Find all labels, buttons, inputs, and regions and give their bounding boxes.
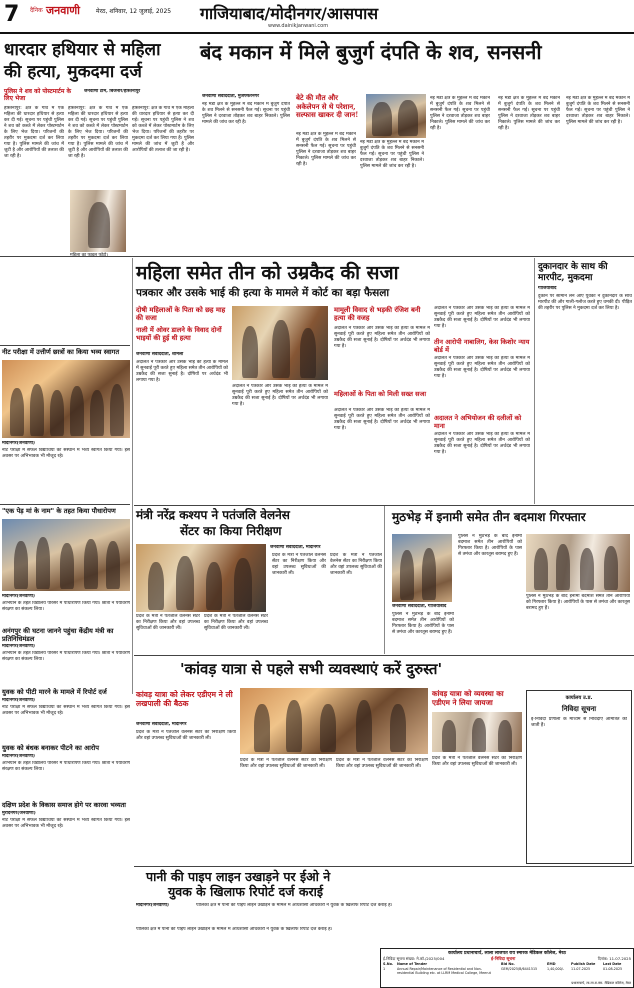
tender-date: दिनांक: 11.07.2025 [597,956,631,961]
tender-col-bid: Bid No. [501,962,515,966]
encounter-byline: जनवाणी संवाददाता, गाजियाबाद [392,604,447,609]
left-column-rule [132,258,133,694]
water-body-2: पालिका क्षेत्र में पानी की पाइप लाइन उखाड़ने के मामले में अधिशासी अधिकारी ने युवक के खिलाफ रिपोर्ट दर्ज कराई है। [136,927,333,932]
elderly-couple-photo [366,94,426,138]
notice-box [526,690,632,864]
tender-ref: ई-निविदा सूचना संख्या: मे.कॉ./2025/004 [383,956,445,961]
youth-body: नीट परीक्षा में सफल विद्यार्थियों का संस्थान में भव्य स्वागत किया गया। इस अवसर पर अभिभावक भी मौजूद रहे। [2,705,130,716]
lead-body: अदालत ने पत्रकार और उसके भाई की हत्या के मामले में सुनवाई पूरी करते हुए महिला समेत तीन आरोपियों को उम्रकैद की सजा सुनाई है। दोषियों पर अर्थदंड भी लगाया गया है। [136,360,228,383]
section-title: गाजियाबाद/मोदीनगर/आसपास [200,4,379,23]
kanwar-body: प्रदेश के मंत्री ने पतंजलि वेलनेस सेंटर का निरीक्षण किया और वहां उपलब्ध सुविधाओं की जानकारी ली। [136,730,236,741]
lead-right-body-5: अदालत ने पत्रकार और उसके भाई की हत्या के मामले में सुनवाई पूरी करते हुए महिला समेत तीन आरोपियों को उम्रकैद की सजा सुनाई है। दोषियों पर अर्थदंड भी लगाया गया है। [434,432,530,455]
encounter-photo-1 [392,534,452,602]
notice-line-2: निविदा सूचना [561,705,597,713]
right-column-body: दुकान पर सामान लेने आए युवकों ने दुकानदार के साथ मारपीट की और गाली-गलौज करते हुए धमकी दी। पीड़ित की तहरीर पर पुलिस ने मुकदमा दर्ज कर लिया है। [538,294,632,311]
top-main-body-col3: नई मंडी क्षेत्र के मुहल्ले में बंद मकान में बुजुर्ग दंपति के शव मिलने से सनसनी फैल गई। सूचना पर पहुंची पुलिस ने दरवाजा तोड़कर शव बाहर निकाले। पुलिस मामले की जांच कर रही है। [360,140,424,169]
lead-right-sub-b: तीन आरोपी नाबालिग, केस किशोर न्याय बोर्ड में [434,338,530,354]
minister-headline-1: मंत्री नरेंद्र कश्यप ने पतंजलि वेलनेस [136,508,290,522]
encounter-body-col2: पुलिस ने मुठभेड़ के बाद इनामी बदमाश समेत तीन आरोपियों को गिरफ्तार किया है। आरोपियों के पास से तमंचा और कारतूस बरामद हुए हैं। [458,534,522,557]
top-main-body-col4: नई मंडी क्षेत्र के मुहल्ले में बंद मकान में बुजुर्ग दंपति के शव मिलने से सनसनी फैल गई। सूचना पर पहुंची पुलिस ने दरवाजा तोड़कर शव बाहर निकाले। पुलिस मामले की जांच कर रही है। [430,96,490,131]
lead-right-body-3: अदालत ने पत्रकार और उसके भाई की हत्या के मामले में सुनवाई पूरी करते हुए महिला समेत तीन आरोपियों को उम्रकैद की सजा सुनाई है। दोषियों पर अर्थदंड भी लगाया गया है। [434,306,530,329]
minister-byline: जनवाणी संवाददाता, मोदीनगर [270,545,321,550]
notice-line-1: कार्यालय उ.प्र. [565,695,593,701]
encounter-body-col3: पुलिस ने मुठभेड़ के बाद इनामी बदमाश समेत तीन आरोपियों को गिरफ्तार किया है। आरोपियों के पास से तमंचा और कारतूस बरामद हुए हैं। [526,594,630,611]
encounter-rule [384,506,385,654]
tender-col-publish: Publish Date [571,962,596,966]
divider-tree [0,504,130,505]
page-number: 7 [4,2,20,27]
divider-top [0,256,634,257]
water-headline-1: पानी की पाइप लाइन उखाड़ने पर ईओ ने [146,869,331,884]
kanwar-sub-right: कांवड़ यात्रा को व्यवस्था का एडीएम ने लिया जायजा [432,689,504,707]
kanwar-byline: जनवाणी संवाददाता, मोदीनगर [136,722,187,727]
lead-right-sub-a: महिलाओं के पिता को मिली सख्त सजा [334,390,427,398]
tender-cell-bid: GEM/2025/B/6441515 [501,967,538,971]
neet-byline: मोदीनगर(जनवाणी) [2,441,35,446]
left-top-subhead: पुलिस ने शव को पोस्टमार्टम के लिए भेजा [4,88,72,102]
divider-neet [0,345,130,346]
minister-headline-2: सेंटर का किया निरीक्षण [180,524,282,538]
top-main-body-col2: नई मंडी क्षेत्र के मुहल्ले में बंद मकान में बुजुर्ग दंपति के शव मिलने से सनसनी फैल गई। सूचना पर पहुंची पुलिस ने दरवाजा तोड़कर शव बाहर निकाले। पुलिस मामले की जांच कर रही है। [296,132,356,167]
lead-body-col2: अदालत ने पत्रकार और उसके भाई की हत्या के मामले में सुनवाई पूरी करते हुए महिला समेत तीन आरोपियों को उम्रकैद की सजा सुनाई है। दोषियों पर अर्थदंड भी लगाया गया है। [232,384,328,407]
top-inset-headline: बेटे की मौत और अकेलेपन से थे परेशान, सल्फास खाकर दी जान! [296,93,359,119]
right-column-rule [534,258,535,504]
minister-body-col2: प्रदेश के मंत्री ने पतंजलि वेलनेस सेंटर का निरीक्षण किया और वहां उपलब्ध सुविधाओं की जानकारी ली। [204,614,268,631]
encounter-photo-2 [526,534,630,592]
minister-photo [136,544,266,612]
tree-byline: मोदीनगर(जनवाणी) [2,594,35,599]
dakshin-body: नीट परीक्षा में सफल विद्यार्थियों का संस्थान में भव्य स्वागत किया गया। इस अवसर पर अभिभावक भी मौजूद रहे। [2,818,130,829]
lead-right-body-4: अदालत ने पत्रकार और उसके भाई की हत्या के मामले में सुनवाई पूरी करते हुए महिला समेत तीन आरोपियों को उम्रकैद की सजा सुनाई है। दोषियों पर अर्थदंड भी लगाया गया है। [434,356,530,379]
kanwar-body-col3: प्रदेश के मंत्री ने पतंजलि वेलनेस सेंटर का निरीक्षण किया और वहां उपलब्ध सुविधाओं की जानकारी ली। [336,758,428,769]
water-byline: मोदीनगर(जनवाणी) [136,903,169,908]
water-body: पालिका क्षेत्र में पानी की पाइप लाइन उखाड़ने के मामले में अधिशासी अधिकारी ने युवक के खिलाफ रिपोर्ट दर्ज कराई है। [196,903,393,908]
lead-headline: महिला समेत तीन को उम्रकैद की सजा [136,262,399,284]
top-main-headline: बंद मकान में मिले बुजुर्ग दंपति के शव, सनसनी [200,40,542,64]
tender-header: कार्यालय प्रधानाचार्य, लाला लाजपत राय स्मारक मेडिकल कॉलेज, मेरठ [448,951,566,956]
tender-cell-publish: 11-07-2025 [571,967,591,971]
lead-photo [232,306,328,380]
tender-cell-name: Annual Repair/Maintenance of Residential and Non-residential Building etc. at LLRM Medical College, Meerut [397,967,491,975]
neet-body: नीट परीक्षा में सफल विद्यार्थियों का संस्थान में भव्य स्वागत किया गया। इस अवसर पर अभिभावक भी मौजूद रहे। [2,448,130,459]
top-main-body-col6: नई मंडी क्षेत्र के मुहल्ले में बंद मकान में बुजुर्ग दंपति के शव मिलने से सनसनी फैल गई। सूचना पर पहुंची पुलिस ने दरवाजा तोड़कर शव बाहर निकाले। पुलिस मामले की जांच कर रही है। [566,96,630,125]
kanwar-photo-2 [432,712,522,752]
tree-headline: "एक पेड़ मां के नाम" के तहत किया पौधारोपण [2,507,116,515]
divider-kanwar [134,655,634,656]
lead-right-body: अदालत ने पत्रकार और उसके भाई की हत्या के मामले में सुनवाई पूरी करते हुए महिला समेत तीन आरोपियों को उम्रकैद की सजा सुनाई है। दोषियों पर अर्थदंड भी लगाया गया है। [334,326,430,349]
tender-cell-emd: 1,40,000/- [547,967,564,971]
lead-right-body-2: अदालत ने पत्रकार और उसके भाई की हत्या के मामले में सुनवाई पूरी करते हुए महिला समेत तीन आरोपियों को उम्रकैद की सजा सुनाई है। दोषियों पर अर्थदंड भी लगाया गया है। [334,408,430,431]
tender-notice [380,948,634,988]
minister-body-col3: प्रदेश के मंत्री ने पतंजलि वेलनेस सेंटर का निरीक्षण किया और वहां उपलब्ध सुविधाओं की जानकारी ली। [272,553,326,576]
top-main-byline: जनवाणी संवाददाता, मुजफ्फरनगर [202,94,260,99]
anganwadi-body: अभियान के तहत विद्यालय परिसर में पौधारोपण किया गया। छात्रों ने पर्यावरण संरक्षण का संकल्प लिया। [2,651,130,662]
kanwar-sub-left: कांवड़ यात्रा को लेकर एडीएम ने ली लखपाली की बैठक [136,690,233,708]
left-top-headline-1: धारदार हथियार से महिला [4,40,161,60]
anganwadi-byline: मोदीनगर(जनवाणी) [2,644,35,649]
dakshin-byline: मुरादनगर(जनवाणी) [2,811,36,816]
top-main-body: नई मंडी क्षेत्र के मुहल्ले में बंद मकान में बुजुर्ग दंपति के शव मिलने से सनसनी फैल गई। सूचना पर पहुंची पुलिस ने दरवाजा तोड़कर शव बाहर निकाले। पुलिस मामले की जांच कर रही है। [202,102,290,125]
anganwadi-headline: अनंगपुर की घटना जानने पहुंचा केंद्रीय मंत्री का प्रतिनिधिमंडल [2,627,114,643]
neet-headline: नीट परीक्षा में उत्तीर्ण छात्रों का किया भव्य स्वागत [2,348,120,356]
right-column-headline: दुकानदार के साथ की मारपीट, मुकदमा [538,262,608,283]
lead-right-headline: मामूली विवाद से भड़की रंजिश बनी हत्या की वजह [334,306,421,323]
youth-headline: युवक को पीटी मारने के मामले में रिपोर्ट दर्ज [2,688,107,696]
water-headline-2: युवक के खिलाफ रिपोर्ट दर्ज कराई [168,884,323,899]
victim-photo [70,190,126,252]
lead-side-headline: दोषी महिलाओं के पिता को छह माह की सजा [136,306,226,323]
minister-body-col4: प्रदेश के मंत्री ने पतंजलि वेलनेस सेंटर का निरीक्षण किया और वहां उपलब्ध सुविधाओं की जानकारी ली। [330,553,382,576]
tender-cell-last: 01-08-2025 [603,967,623,971]
left-top-headline-2: की हत्या, मुकदमा दर्ज [4,62,142,82]
left-top-body: हस्तिनापुर: क्षेत्र के गांव में एक महिला की धारदार हथियार से हत्या कर दी गई। सूचना पर पहुंची पुलिस ने शव को कब्जे में लेकर पोस्टमार्टम के लिए भेज दिया। परिजनों की तहरीर पर मुकदमा दर्ज कर लिया गया है। पुलिस मामले की जांच में जुटी है और आरोपियों की तलाश की जा रही है। [4,106,64,159]
dateline: मेरठ, शनिवार, 12 जुलाई, 2025 [96,8,172,15]
kanwar-photo [240,688,428,754]
lead-subhead: पत्रकार और उसके भाई की हत्या के मामले में कोर्ट का बड़ा फैसला [136,287,390,299]
notice-body: ई-निविदा प्रणाली के माध्यम से निविदाएं आमंत्रित की जाती हैं। [531,717,627,728]
lead-right-sub-c: अदालत ने अभियोजन की दलीलों को माना [434,414,522,430]
youth-byline: मोदीनगर(जनवाणी) [2,698,35,703]
masthead [0,0,634,38]
left-top-body-col2: हस्तिनापुर: क्षेत्र के गांव में एक महिला की धारदार हथियार से हत्या कर दी गई। सूचना पर पहुंची पुलिस ने शव को कब्जे में लेकर पोस्टमार्टम के लिए भेज दिया। परिजनों की तहरीर पर मुकदमा दर्ज कर लिया गया है। पुलिस मामले की जांच में जुटी है और आरोपियों की तलाश की जा रही है। [68,106,128,159]
tender-footer: प्रधानाचार्य, ला.ला.रा.स्मा. मेडिकल कॉलेज, मेरठ [571,981,631,985]
tender-table [383,962,631,986]
tender-col-emd: EMD [547,962,556,966]
divider-water [134,866,634,867]
tender-cell-sno: 1 [383,967,386,971]
tree-photo [2,519,130,591]
paper-name: जनवाणी [46,4,81,17]
minister-body: प्रदेश के मंत्री ने पतंजलि वेलनेस सेंटर का निरीक्षण किया और वहां उपलब्ध सुविधाओं की जानकारी ली। [136,614,200,631]
masthead-rule [0,32,634,34]
tender-title: ई-निविदा सूचना [491,956,516,961]
left-top-body-col3: हस्तिनापुर: क्षेत्र के गांव में एक महिला की धारदार हथियार से हत्या कर दी गई। सूचना पर पहुंची पुलिस ने शव को कब्जे में लेकर पोस्टमार्टम के लिए भेज दिया। परिजनों की तहरीर पर मुकदमा दर्ज कर लिया गया है। पुलिस मामले की जांच में जुटी है और आरोपियों की तलाश की जा रही है। [132,106,194,153]
encounter-headline: मुठभेड़ में इनामी समेत तीन बदमाश गिरफ्तार [392,510,586,524]
website: www.dainikjanwani.com [268,23,329,29]
kanwar-headline: 'कांवड़ यात्रा से पहले सभी व्यवस्थाएं करें दुरुस्त' [180,660,443,678]
top-main-body-col5: नई मंडी क्षेत्र के मुहल्ले में बंद मकान में बुजुर्ग दंपति के शव मिलने से सनसनी फैल गई। सूचना पर पहुंची पुलिस ने दरवाजा तोड़कर शव बाहर निकाले। पुलिस मामले की जांच कर रही है। [498,96,560,131]
fake-pass-body: अभियान के तहत विद्यालय परिसर में पौधारोपण किया गया। छात्रों ने पर्यावरण संरक्षण का संकल्प लिया। [2,761,130,772]
paper-prefix: दैनिक [30,7,43,14]
fake-pass-byline: मोदीनगर(जनवाणी) [2,754,35,759]
kanwar-body-col2: प्रदेश के मंत्री ने पतंजलि वेलनेस सेंटर का निरीक्षण किया और वहां उपलब्ध सुविधाओं की जानकारी ली। [240,758,332,769]
tree-body: अभियान के तहत विद्यालय परिसर में पौधारोपण किया गया। छात्रों ने पर्यावरण संरक्षण का संकल्प लिया। [2,601,130,612]
lead-side-kicker: नाली में ओवर डालने के विवाद दोनों भाइयों की हुई थी हत्या [136,326,222,342]
left-top-byline: जनवाणी टीम, बिजनौर/हस्तिनापुर [84,89,141,94]
encounter-body: पुलिस ने मुठभेड़ के बाद इनामी बदमाश समेत तीन आरोपियों को गिरफ्तार किया है। आरोपियों के पास से तमंचा और कारतूस बरामद हुए हैं। [392,612,454,635]
tender-col-name: Name of Tender [397,962,428,966]
kanwar-body-col4: प्रदेश के मंत्री ने पतंजलि वेलनेस सेंटर का निरीक्षण किया और वहां उपलब्ध सुविधाओं की जानकारी ली। [432,756,522,767]
fake-pass-headline: युवक को बंधक बनाकर पीटने का आरोप [2,744,99,752]
tender-col-sno: S.No. [383,962,394,966]
tender-col-last: Last Date [603,962,622,966]
right-column-byline: गाजियाबाद [538,286,557,291]
dakshin-headline: दक्षिण प्रदेश के विकास समाज होगे पर कारवा भव्यता [2,801,126,809]
neet-photo [2,360,130,438]
lead-byline: जनवाणी संवाददाता, शामली [136,352,184,357]
